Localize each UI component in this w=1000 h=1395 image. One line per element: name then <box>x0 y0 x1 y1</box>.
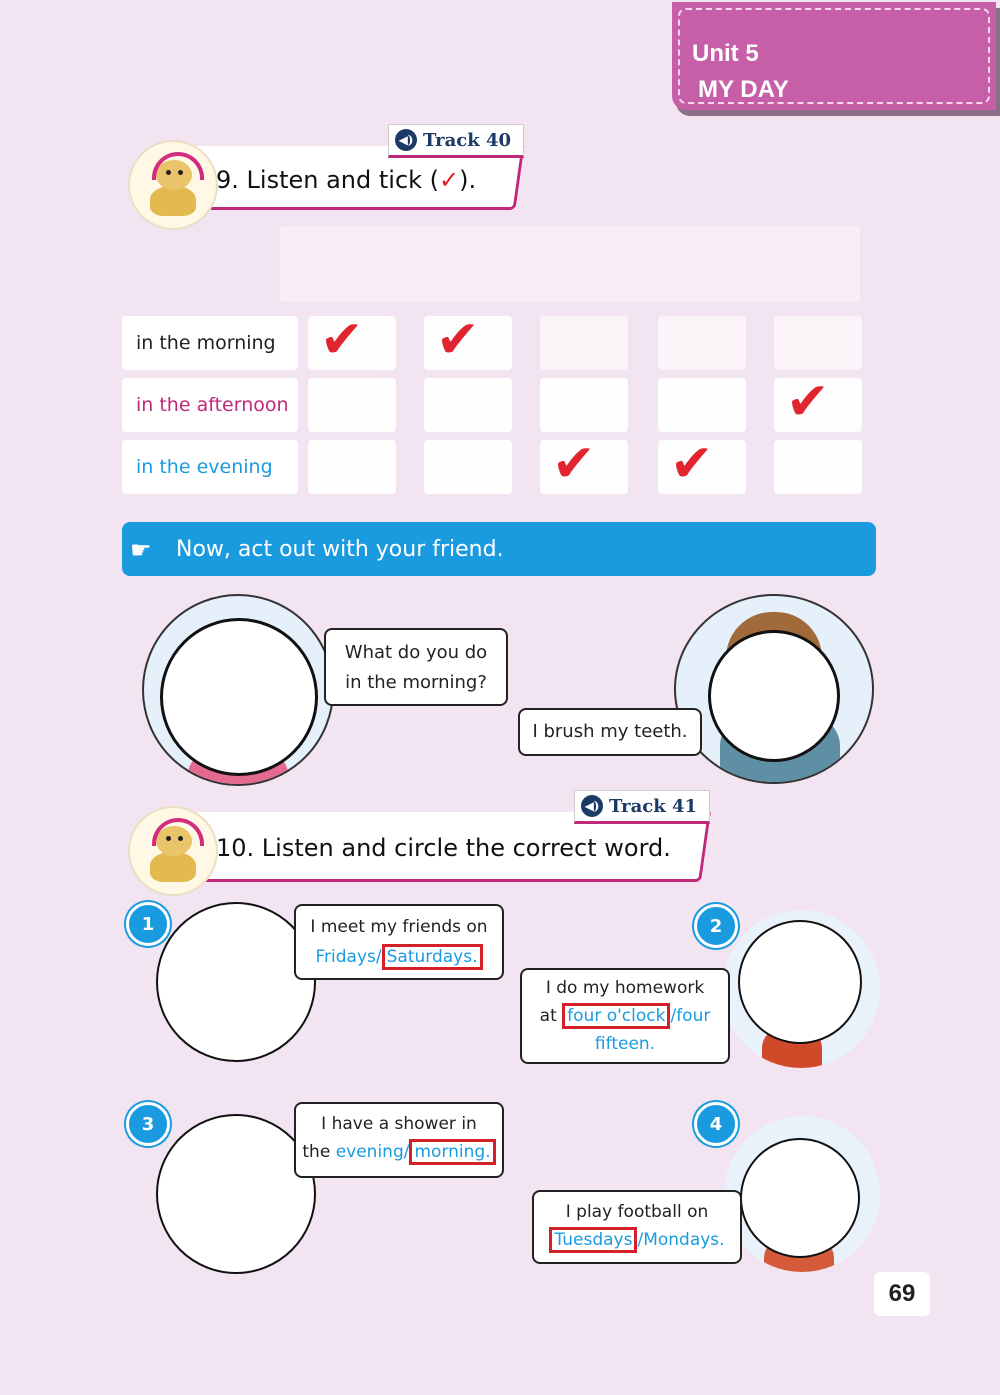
item-1-character <box>156 902 316 1062</box>
item-1-number: 1 <box>126 902 170 946</box>
answer-text: I brush my teeth. <box>532 721 688 742</box>
item-1-bubble: I meet my friends on Fridays/ Saturdays. <box>294 904 504 980</box>
item-3-option-1[interactable]: evening <box>335 1142 404 1162</box>
boy-face <box>708 630 840 762</box>
tick-cell[interactable] <box>540 378 628 432</box>
item-3-bubble: I have a shower in the evening/ morning. <box>294 1102 504 1178</box>
tick-cell[interactable] <box>540 316 628 370</box>
pointing-hand-icon: ☛ <box>130 536 152 564</box>
item-4-option-1-circled[interactable]: Tuesdays <box>549 1227 637 1253</box>
girl-character <box>142 594 334 786</box>
item-2-option-2[interactable]: four <box>676 1006 711 1026</box>
unit-title: MY DAY <box>698 76 789 103</box>
question-line-1: What do you do <box>344 642 488 663</box>
tick-mark-icon: ✔ <box>786 372 830 432</box>
item-4-lead: I play football on <box>565 1202 709 1222</box>
item-3-number: 3 <box>126 1102 170 1146</box>
page-number: 69 <box>874 1272 930 1316</box>
item-2-option-2-tail: fifteen. <box>594 1034 656 1054</box>
exercise-10-header <box>128 795 706 882</box>
tick-cell[interactable] <box>424 440 512 494</box>
tick-symbol: ✓ <box>439 166 460 194</box>
item-4-number: 4 <box>694 1102 738 1146</box>
track-label: Track 40 <box>423 129 511 151</box>
tick-mark-icon: ✔ <box>436 310 480 370</box>
tick-cell[interactable] <box>658 316 746 370</box>
item-4-option-2[interactable]: Mondays. <box>643 1230 725 1250</box>
girl-face <box>160 618 318 776</box>
item-1-lead: I meet my friends on <box>310 917 488 937</box>
tick-cell[interactable] <box>424 378 512 432</box>
tick-cell[interactable] <box>658 378 746 432</box>
picture-area <box>280 226 860 302</box>
item-4-bubble: I play football on Tuesdays /Mondays. <box>532 1190 742 1264</box>
answer-bubble <box>518 708 702 756</box>
track-label: Track 41 <box>609 795 697 817</box>
item-1-option-1[interactable]: Fridays <box>315 947 376 967</box>
tick-cell[interactable] <box>308 440 396 494</box>
speaker-icon: ◀) <box>395 129 417 151</box>
tick-cell[interactable] <box>658 434 746 494</box>
tick-cell[interactable] <box>540 434 628 494</box>
item-3-lead: I have a shower in <box>321 1114 477 1134</box>
boy-character <box>674 594 874 784</box>
item-2-character <box>722 910 880 1068</box>
exercise-10-title: 10. Listen and circle the correct word. <box>216 834 671 862</box>
exercise-9-title: 9. Listen and tick (✓). <box>216 166 477 194</box>
exercise-9-header <box>128 129 520 210</box>
tick-cell[interactable] <box>308 378 396 432</box>
item-1-option-2-circled[interactable]: Saturdays. <box>382 944 483 970</box>
item-4-character <box>724 1116 880 1272</box>
tick-mark-icon: ✔ <box>552 434 596 494</box>
tick-cell[interactable] <box>424 310 512 370</box>
row-label: in the morning <box>122 316 298 370</box>
item-2-option-1-circled[interactable]: four o'clock <box>562 1003 670 1029</box>
item-2-bubble: I do my homework at four o'clock /four fifteen. <box>520 968 730 1064</box>
speaker-icon: ◀) <box>581 795 603 817</box>
unit-number: Unit 5 <box>692 40 759 67</box>
row-label: in the evening <box>122 440 298 494</box>
tick-mark-icon: ✔ <box>670 434 714 494</box>
row-label: in the afternoon <box>122 378 298 432</box>
dog-mascot-icon <box>128 140 218 230</box>
tick-cell[interactable] <box>308 310 396 370</box>
dog-mascot-icon <box>128 806 218 896</box>
item-3-option-2-circled[interactable]: morning. <box>409 1139 495 1165</box>
item-2-number: 2 <box>694 904 738 948</box>
track-40-button[interactable] <box>388 124 524 158</box>
tick-mark-icon: ✔ <box>320 310 364 370</box>
tick-cell[interactable] <box>774 372 862 432</box>
unit-tag <box>672 2 996 110</box>
tick-cell[interactable] <box>774 440 862 494</box>
track-41-button[interactable] <box>574 790 710 824</box>
act-out-banner <box>122 522 876 576</box>
question-bubble <box>324 628 508 706</box>
question-line-2: in the morning? <box>345 672 487 693</box>
item-2-lead: I do my homework <box>545 978 705 998</box>
banner-text: Now, act out with your friend. <box>176 536 504 562</box>
tick-cell[interactable] <box>774 316 862 370</box>
item-3-character <box>156 1114 316 1274</box>
